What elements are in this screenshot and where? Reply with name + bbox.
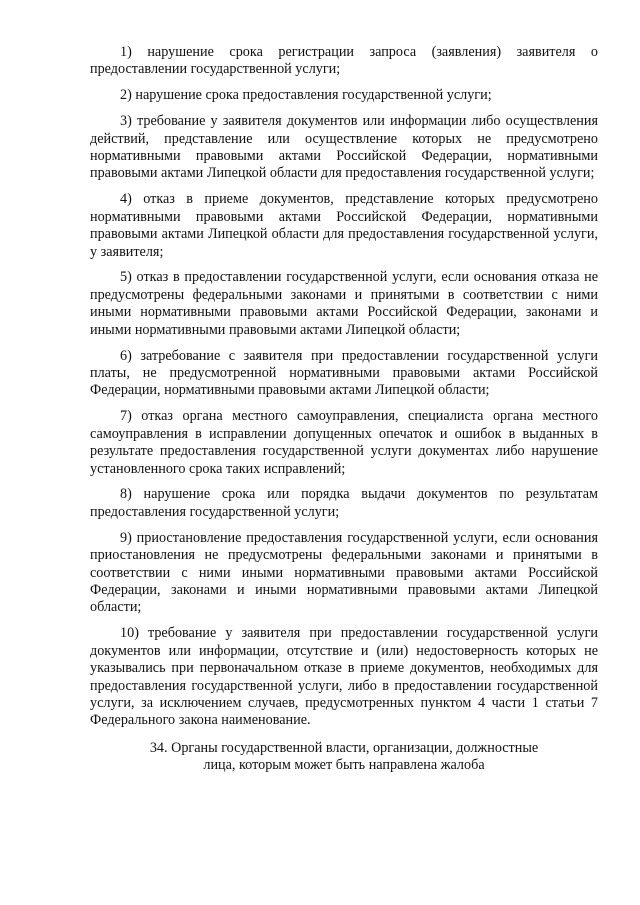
section-heading <box>90 740 598 775</box>
list-item-1: 1) нарушение срока регистрации запроса (заявления) заявителя о предоставлении государственной услуги; <box>90 44 598 78</box>
list-item-5: 5) отказ в предоставлении государственной услуги, если основания отказа не предусмотрены федеральными законами и принятыми в соответствии с ними иными нормативными правовыми актами Российской Федерации, законами и иными нормативными правовыми актами Липецкой области; <box>90 269 598 338</box>
list-item-3: 3) требование у заявителя документов или информации либо осуществления действий, представление или осуществление которых не предусмотрено нормативными правовыми актами Российской Федерации, нормативными правовыми актами Липецкой области для предоставления государственной услуги; <box>90 113 598 182</box>
list-item-10: 10) требование у заявителя при предоставлении государственной услуги документов или информации, отсутствие и (или) недостоверность которых не указывались при первоначальном отказе в приеме документов, необходимых для предоставления государственной услуги, либо в предоставлении государственной услуги, за исключением случаев, предусмотренных пунктом 4 части 1 статьи 7 Федерального закона наименование. <box>90 625 598 729</box>
list-item-4: 4) отказ в приеме документов, представление которых предусмотрено нормативными правовыми актами Российской Федерации, нормативными правовыми актами Липецкой области для предоставления государственной услуги, у заявителя; <box>90 191 598 260</box>
list-item-8: 8) нарушение срока или порядка выдачи документов по результатам предоставления государственной услуги; <box>90 486 598 520</box>
list-item-9: 9) приостановление предоставления государственной услуги, если основания приостановления не предусмотрены федеральными законами и принятыми в соответствии с ними иными нормативными правовыми актами Российской Федерации, законами и иными нормативными правовыми актами Липецкой области; <box>90 529 598 616</box>
document-page <box>90 44 598 775</box>
list-item-7: 7) отказ органа местного самоуправления, специалиста органа местного самоуправления в исправлении допущенных опечаток и ошибок в выданных в результате предоставления государственной услуги документах либо нарушение установленного срока таких исправлений; <box>90 408 598 477</box>
section-heading-line-1: 34. Органы государственной власти, организации, должностные <box>149 739 539 756</box>
list-item-6: 6) затребование с заявителя при предоставлении государственной услуги платы, не предусмотренной нормативными правовыми актами Российской Федерации, нормативными правовыми актами Липецкой области; <box>90 347 598 399</box>
list-item-2: 2) нарушение срока предоставления государственной услуги; <box>120 87 492 104</box>
section-heading-line-2: лица, которым может быть направлена жалоба <box>203 757 485 774</box>
